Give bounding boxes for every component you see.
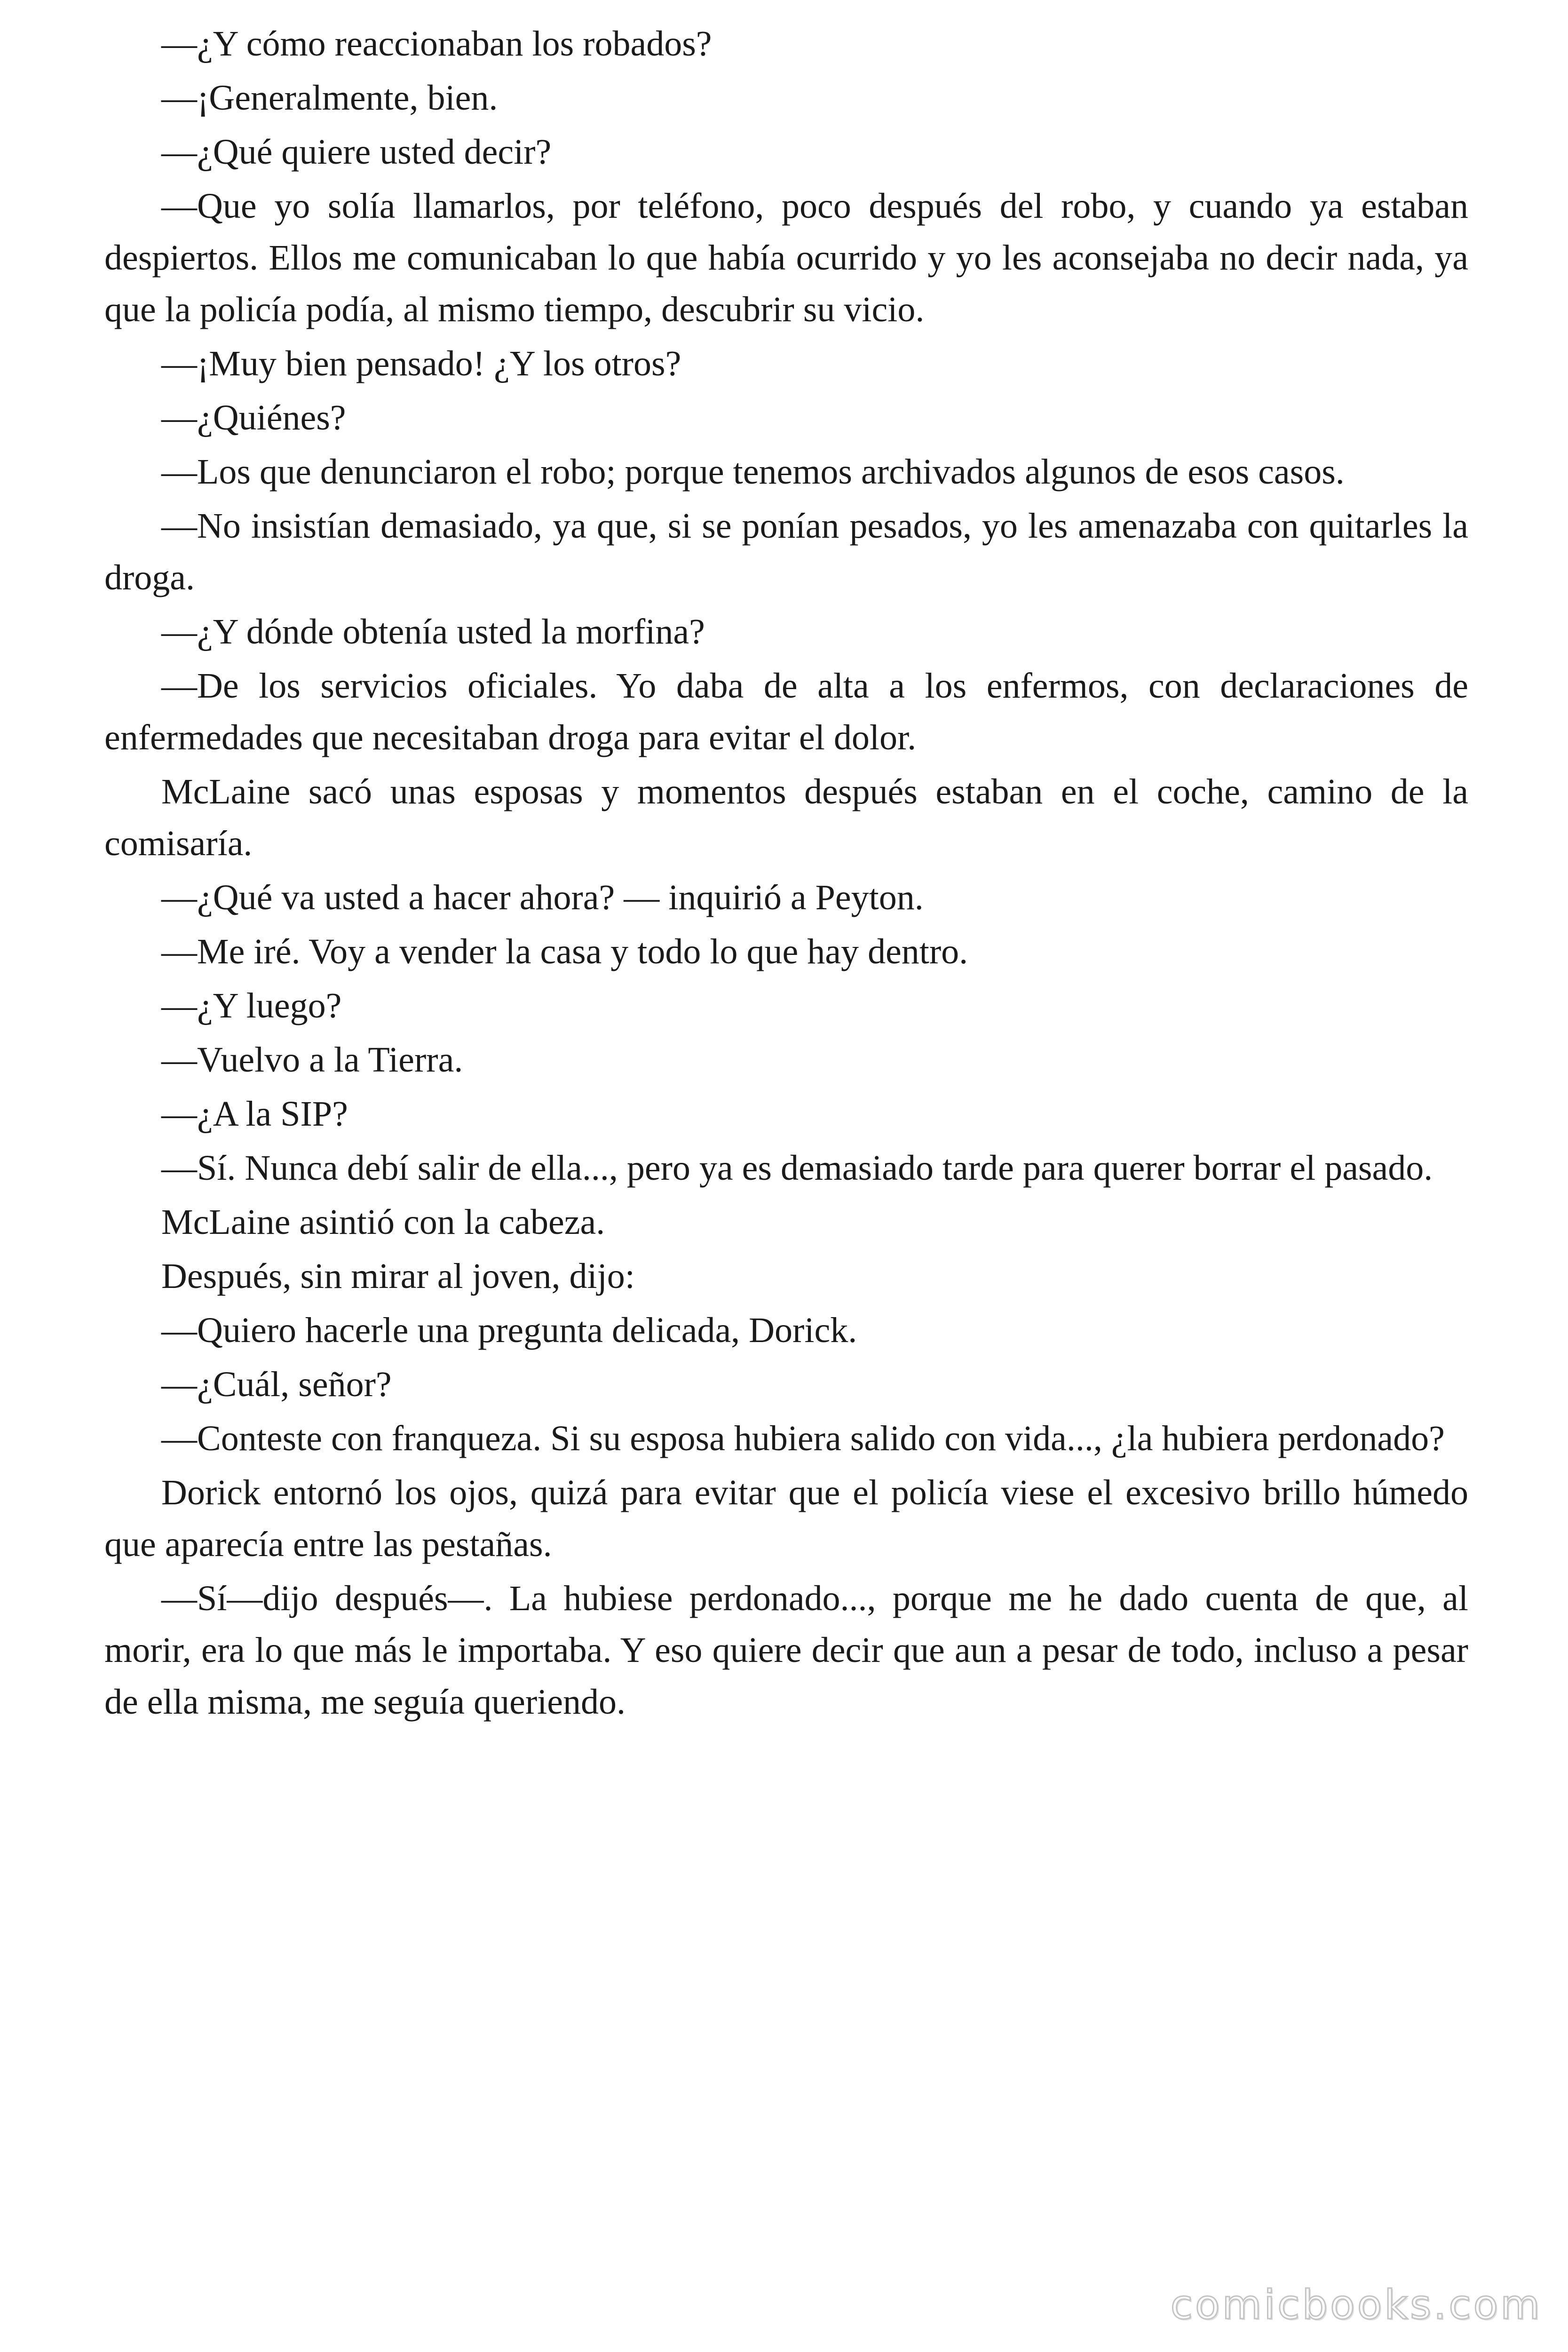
paragraph: —¿Quiénes? [161,398,346,437]
paragraph: —Me iré. Voy a vender la casa y todo lo que hay dentro. [161,932,968,971]
paragraph: —Los que denunciaron el robo; porque tenemos archivados algunos de esos casos. [161,452,1345,492]
paragraph: Después, sin mirar al joven, dijo: [161,1256,635,1296]
watermark-logo: comicbooks.com [1170,2281,1542,2328]
paragraph: —No insistían demasiado, ya que, si se ponían pesados, yo les amenazaba con quitarles la droga. [104,506,1468,597]
paragraph: McLaine sacó unas esposas y momentos después estaban en el coche, camino de la comisaría. [104,772,1468,863]
paragraph: —¡Generalmente, bien. [161,78,498,118]
paragraph: —¿A la SIP? [161,1094,348,1134]
paragraph: —Sí—dijo después—. La hubiese perdonado..., porque me he dado cuenta de que, al morir, era lo que más le importaba. Y eso quiere decir que aun a pesar de todo, incluso a pesar de ella misma, me seguía queriendo. [104,1579,1468,1722]
paragraph: Dorick entornó los ojos, quizá para evitar que el policía viese el excesivo brillo húmedo que aparecía entre las pestañas. [104,1473,1468,1564]
paragraph: McLaine asintió con la cabeza. [161,1202,605,1242]
paragraph: —¡Muy bien pensado! ¿Y los otros? [161,344,681,383]
paragraph: —¿Y dónde obtenía usted la morfina? [161,612,705,652]
paragraph: —¿Y cómo reaccionaban los robados? [161,24,712,64]
page-body-text [104,18,1468,1730]
paragraph: —Quiero hacerle una pregunta delicada, Dorick. [161,1311,857,1350]
paragraph: —¿Qué va usted a hacer ahora? — inquirió a Peyton. [161,878,924,917]
paragraph: —Conteste con franqueza. Si su esposa hubiera salido con vida..., ¿la hubiera perdonado? [161,1419,1445,1458]
paragraph: —De los servicios oficiales. Yo daba de alta a los enfermos, con declaraciones de enfermedades que necesitaban droga para evitar el dolor. [104,666,1468,757]
paragraph: —¿Qué quiere usted decir? [161,132,552,172]
paragraph: —Vuelvo a la Tierra. [161,1040,463,1080]
paragraph: —¿Cuál, señor? [161,1365,392,1404]
paragraph: —Que yo solía llamarlos, por teléfono, poco después del robo, y cuando ya estaban despiertos. Ellos me comunicaban lo que había ocurrido y yo les aconsejaba no decir nada, ya que la policía podía, al mismo tiempo, descubrir su vicio. [104,186,1468,329]
paragraph: —¿Y luego? [161,986,342,1025]
paragraph: —Sí. Nunca debí salir de ella..., pero ya es demasiado tarde para querer borrar el pasado. [161,1148,1433,1188]
